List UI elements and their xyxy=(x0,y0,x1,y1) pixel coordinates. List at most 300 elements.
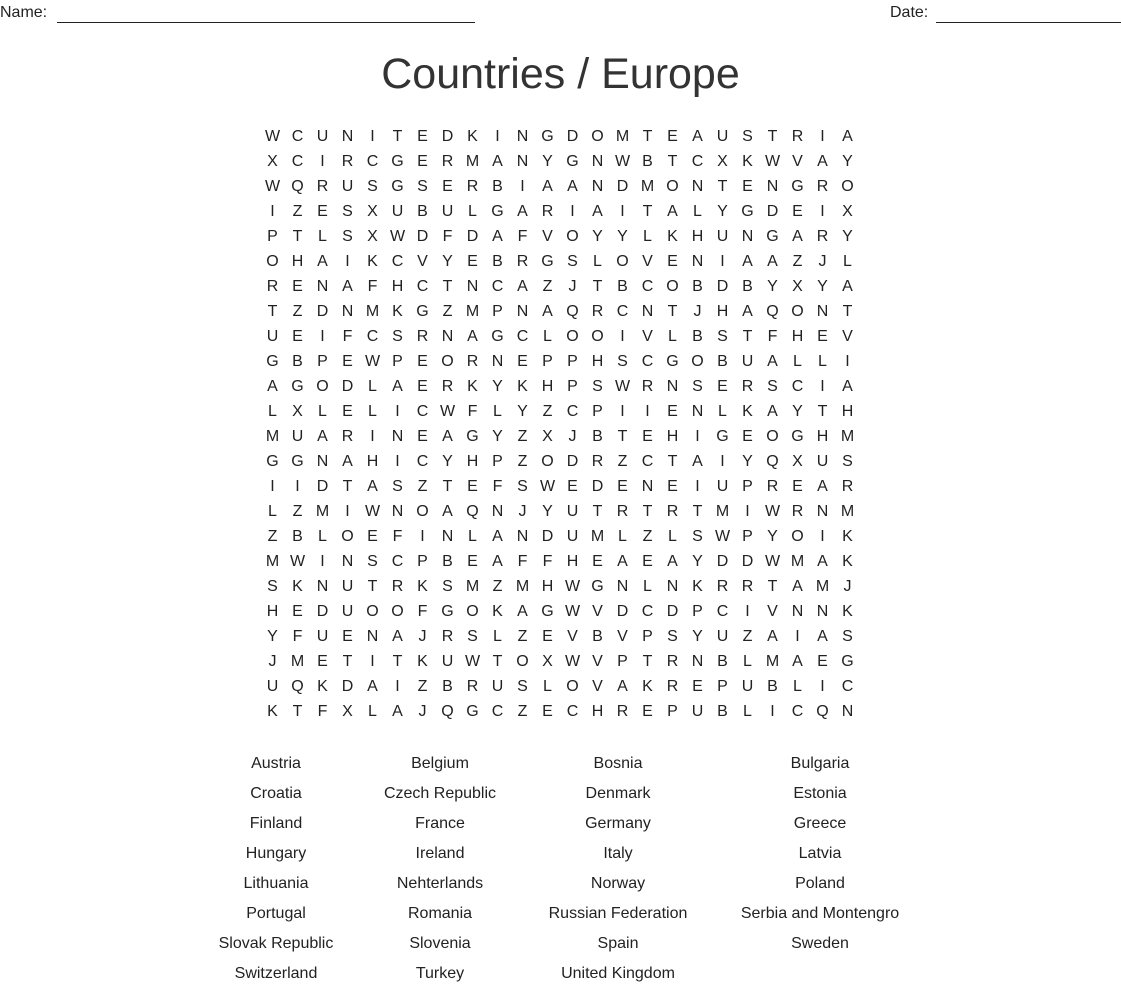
grid-row xyxy=(260,624,860,649)
grid-letter: R xyxy=(666,678,679,695)
grid-letter: I xyxy=(820,203,825,220)
grid-letter: W xyxy=(564,578,581,595)
grid-letter: I xyxy=(795,628,800,645)
grid-letter: G xyxy=(566,153,579,170)
grid-letter: N xyxy=(791,603,804,620)
grid-letter: O xyxy=(566,228,579,245)
grid-letter: L xyxy=(268,403,277,420)
grid-letter: S xyxy=(692,378,703,395)
grid-letter: A xyxy=(367,478,378,495)
grid-letter: F xyxy=(292,628,303,645)
grid-letter: A xyxy=(592,203,603,220)
grid-letter: K xyxy=(642,678,653,695)
grid-letter: T xyxy=(442,278,453,295)
grid-letter: J xyxy=(568,278,577,295)
grid-letter: D xyxy=(316,478,329,495)
word-bank-item: Norway xyxy=(590,875,646,892)
grid-letter: U xyxy=(391,203,404,220)
grid-letter: I xyxy=(370,128,375,145)
grid-row xyxy=(260,374,860,399)
grid-letter: A xyxy=(267,378,278,395)
grid-letter: I xyxy=(270,478,275,495)
grid-letter: N xyxy=(841,703,854,720)
grid-letter: Y xyxy=(442,253,453,270)
grid-letter: A xyxy=(842,128,853,145)
grid-row xyxy=(260,474,860,499)
grid-letter: F xyxy=(317,703,328,720)
grid-letter: O xyxy=(791,528,804,545)
grid-letter: E xyxy=(467,478,478,495)
grid-letter: K xyxy=(842,603,853,620)
grid-letter: K xyxy=(317,678,328,695)
grid-letter: S xyxy=(392,478,403,495)
grid-letter: N xyxy=(341,128,354,145)
word-bank-item: Sweden xyxy=(791,935,849,952)
grid-letter: D xyxy=(441,128,454,145)
grid-letter: D xyxy=(466,228,479,245)
grid-row xyxy=(260,299,860,324)
word-bank-item: Spain xyxy=(597,935,639,952)
grid-letter: J xyxy=(818,253,827,270)
grid-letter: L xyxy=(493,628,502,645)
grid-letter: A xyxy=(567,178,578,195)
grid-letter: N xyxy=(516,153,529,170)
grid-letter: V xyxy=(592,653,603,670)
grid-letter: O xyxy=(766,428,779,445)
grid-letter: S xyxy=(717,328,728,345)
grid-letter: Z xyxy=(442,303,453,320)
word-bank-item: Ireland xyxy=(415,845,465,862)
grid-letter: L xyxy=(693,203,702,220)
grid-letter: D xyxy=(616,603,629,620)
grid-letter: L xyxy=(718,403,727,420)
grid-letter: L xyxy=(843,253,852,270)
grid-letter: L xyxy=(643,578,652,595)
grid-letter: A xyxy=(617,678,628,695)
grid-letter: I xyxy=(770,703,775,720)
grid-letter: D xyxy=(741,553,754,570)
grid-letter: O xyxy=(566,328,579,345)
grid-letter: T xyxy=(492,653,503,670)
grid-letter: U xyxy=(266,678,279,695)
grid-letter: B xyxy=(717,353,728,370)
word-bank-item: United Kingdom xyxy=(561,965,675,982)
grid-letter: K xyxy=(492,603,503,620)
grid-row xyxy=(260,699,860,724)
word-search-grid xyxy=(260,124,860,724)
grid-letter: B xyxy=(692,328,703,345)
grid-row xyxy=(260,199,860,224)
grid-letter: L xyxy=(268,503,277,520)
grid-letter: A xyxy=(442,503,453,520)
word-bank-item: Denmark xyxy=(585,785,651,802)
grid-letter: D xyxy=(766,203,779,220)
grid-letter: A xyxy=(767,353,778,370)
grid-letter: D xyxy=(316,603,329,620)
grid-letter: M xyxy=(640,178,655,195)
grid-letter: N xyxy=(466,278,479,295)
grid-letter: W xyxy=(564,603,581,620)
grid-letter: E xyxy=(417,378,428,395)
grid-letter: A xyxy=(492,528,503,545)
grid-letter: N xyxy=(316,453,329,470)
grid-letter: P xyxy=(567,353,578,370)
grid-letter: R xyxy=(316,178,329,195)
grid-letter: M xyxy=(615,128,630,145)
grid-letter: Y xyxy=(442,453,453,470)
grid-letter: K xyxy=(292,578,303,595)
grid-letter: T xyxy=(342,478,353,495)
word-bank-item: Poland xyxy=(795,875,845,892)
grid-letter: T xyxy=(842,303,853,320)
grid-letter: O xyxy=(266,253,279,270)
grid-letter: U xyxy=(316,128,329,145)
grid-letter: R xyxy=(441,628,454,645)
grid-letter: O xyxy=(616,253,629,270)
grid-letter: P xyxy=(742,528,753,545)
grid-letter: R xyxy=(741,578,754,595)
grid-letter: C xyxy=(791,703,804,720)
grid-letter: H xyxy=(591,353,604,370)
grid-letter: G xyxy=(391,153,404,170)
grid-letter: V xyxy=(642,253,653,270)
grid-letter: M xyxy=(815,578,830,595)
grid-letter: E xyxy=(667,128,678,145)
grid-letter: A xyxy=(692,128,703,145)
word-bank-item: Serbia and Montengro xyxy=(740,905,900,922)
grid-letter: R xyxy=(666,653,679,670)
grid-letter: A xyxy=(492,228,503,245)
grid-letter: N xyxy=(691,403,704,420)
grid-letter: Y xyxy=(842,228,853,245)
grid-letter: E xyxy=(342,403,353,420)
grid-letter: U xyxy=(341,178,354,195)
grid-letter: S xyxy=(267,578,278,595)
grid-letter: S xyxy=(767,378,778,395)
grid-letter: A xyxy=(367,678,378,695)
grid-letter: I xyxy=(320,553,325,570)
grid-letter: I xyxy=(820,678,825,695)
grid-letter: Y xyxy=(542,153,553,170)
grid-letter: Z xyxy=(517,428,528,445)
grid-row xyxy=(260,649,860,674)
grid-letter: W xyxy=(539,478,556,495)
grid-letter: U xyxy=(741,353,754,370)
grid-row xyxy=(260,324,860,349)
grid-letter: C xyxy=(291,128,304,145)
grid-letter: R xyxy=(341,153,354,170)
grid-letter: E xyxy=(292,328,303,345)
grid-letter: G xyxy=(766,228,779,245)
grid-letter: N xyxy=(641,478,654,495)
grid-letter: I xyxy=(745,503,750,520)
grid-letter: F xyxy=(517,228,528,245)
grid-letter: L xyxy=(493,403,502,420)
grid-letter: Z xyxy=(292,203,303,220)
grid-letter: G xyxy=(466,703,479,720)
grid-letter: N xyxy=(516,128,529,145)
grid-letter: M xyxy=(465,303,480,320)
grid-letter: V xyxy=(842,328,853,345)
grid-letter: X xyxy=(542,428,553,445)
grid-letter: D xyxy=(341,678,354,695)
grid-letter: U xyxy=(341,603,354,620)
grid-letter: B xyxy=(442,553,453,570)
grid-letter: P xyxy=(717,678,728,695)
grid-letter: E xyxy=(292,603,303,620)
grid-letter: Q xyxy=(291,178,304,195)
grid-letter: H xyxy=(291,253,304,270)
grid-letter: S xyxy=(742,128,753,145)
grid-letter: A xyxy=(342,453,353,470)
grid-letter: Z xyxy=(642,528,653,545)
grid-letter: L xyxy=(318,528,327,545)
grid-letter: Z xyxy=(492,578,503,595)
grid-letter: L xyxy=(368,703,377,720)
grid-letter: N xyxy=(391,428,404,445)
word-bank-item: Nehterlands xyxy=(396,875,484,892)
grid-letter: I xyxy=(745,603,750,620)
grid-letter: W xyxy=(614,153,631,170)
grid-letter: G xyxy=(791,178,804,195)
grid-letter: Q xyxy=(766,453,779,470)
name-label: Name: xyxy=(0,4,48,21)
grid-letter: E xyxy=(317,653,328,670)
grid-letter: L xyxy=(543,678,552,695)
grid-letter: A xyxy=(392,703,403,720)
grid-letter: R xyxy=(841,478,854,495)
grid-letter: S xyxy=(592,378,603,395)
grid-letter: N xyxy=(691,253,704,270)
grid-letter: T xyxy=(642,503,653,520)
grid-letter: W xyxy=(764,153,781,170)
grid-letter: D xyxy=(541,528,554,545)
grid-letter: P xyxy=(692,603,703,620)
grid-letter: R xyxy=(816,228,829,245)
grid-letter: O xyxy=(466,603,479,620)
grid-letter: C xyxy=(491,703,504,720)
grid-row xyxy=(260,424,860,449)
grid-letter: U xyxy=(716,478,729,495)
grid-letter: R xyxy=(341,428,354,445)
grid-letter: E xyxy=(417,128,428,145)
grid-letter: E xyxy=(542,628,553,645)
grid-row xyxy=(260,349,860,374)
grid-letter: G xyxy=(291,453,304,470)
grid-letter: K xyxy=(517,378,528,395)
grid-letter: N xyxy=(516,528,529,545)
grid-letter: T xyxy=(292,228,303,245)
word-bank-item: Belgium xyxy=(411,755,469,772)
grid-letter: F xyxy=(442,228,453,245)
grid-letter: V xyxy=(417,253,428,270)
grid-row xyxy=(260,549,860,574)
grid-letter: A xyxy=(517,203,528,220)
grid-letter: K xyxy=(692,578,703,595)
grid-letter: F xyxy=(542,553,553,570)
grid-letter: I xyxy=(720,253,725,270)
grid-letter: M xyxy=(715,503,730,520)
grid-letter: C xyxy=(641,353,654,370)
grid-letter: C xyxy=(291,153,304,170)
grid-letter: F xyxy=(492,478,503,495)
grid-letter: I xyxy=(420,528,425,545)
grid-letter: E xyxy=(667,403,678,420)
grid-letter: U xyxy=(691,703,704,720)
grid-letter: D xyxy=(416,228,429,245)
grid-letter: S xyxy=(417,178,428,195)
grid-letter: W xyxy=(464,653,481,670)
grid-letter: L xyxy=(318,228,327,245)
grid-letter: K xyxy=(742,403,753,420)
grid-letter: A xyxy=(492,153,503,170)
word-bank-item: France xyxy=(415,815,465,832)
grid-letter: W xyxy=(564,653,581,670)
grid-letter: J xyxy=(518,503,527,520)
grid-letter: G xyxy=(541,603,554,620)
grid-letter: A xyxy=(817,478,828,495)
grid-letter: R xyxy=(791,503,804,520)
grid-row xyxy=(260,249,860,274)
grid-letter: G xyxy=(491,203,504,220)
grid-letter: M xyxy=(465,153,480,170)
grid-letter: O xyxy=(341,528,354,545)
grid-letter: B xyxy=(767,678,778,695)
grid-letter: V xyxy=(642,328,653,345)
grid-letter: Z xyxy=(517,703,528,720)
grid-letter: I xyxy=(620,403,625,420)
grid-letter: W xyxy=(439,403,456,420)
grid-letter: T xyxy=(692,503,703,520)
grid-letter: N xyxy=(816,603,829,620)
grid-letter: K xyxy=(467,378,478,395)
grid-letter: G xyxy=(466,428,479,445)
grid-letter: E xyxy=(442,178,453,195)
grid-letter: P xyxy=(617,653,628,670)
grid-letter: Z xyxy=(292,503,303,520)
grid-letter: X xyxy=(292,403,303,420)
grid-letter: I xyxy=(395,403,400,420)
grid-letter: Z xyxy=(417,678,428,695)
grid-letter: K xyxy=(392,303,403,320)
grid-letter: A xyxy=(742,253,753,270)
grid-letter: X xyxy=(367,203,378,220)
grid-letter: M xyxy=(265,553,280,570)
grid-letter: M xyxy=(590,528,605,545)
grid-letter: M xyxy=(265,428,280,445)
grid-letter: P xyxy=(592,403,603,420)
grid-letter: Q xyxy=(441,703,454,720)
grid-letter: R xyxy=(616,703,629,720)
grid-letter: H xyxy=(716,303,729,320)
grid-letter: A xyxy=(517,278,528,295)
grid-letter: Y xyxy=(767,528,778,545)
grid-letter: O xyxy=(566,678,579,695)
grid-letter: U xyxy=(816,453,829,470)
grid-letter: I xyxy=(845,353,850,370)
grid-letter: N xyxy=(616,578,629,595)
grid-letter: A xyxy=(792,578,803,595)
grid-letter: U xyxy=(441,653,454,670)
word-bank-item: Czech Republic xyxy=(383,785,497,802)
grid-letter: O xyxy=(666,178,679,195)
grid-letter: W xyxy=(289,553,306,570)
grid-letter: B xyxy=(692,278,703,295)
grid-letter: K xyxy=(667,228,678,245)
grid-letter: C xyxy=(841,678,854,695)
grid-letter: B xyxy=(642,153,653,170)
grid-letter: F xyxy=(392,528,403,545)
word-bank-item: Bulgaria xyxy=(790,755,850,772)
grid-letter: O xyxy=(391,603,404,620)
grid-letter: R xyxy=(641,378,654,395)
grid-letter: Y xyxy=(517,403,528,420)
grid-letter: H xyxy=(391,278,404,295)
grid-letter: I xyxy=(270,203,275,220)
grid-letter: A xyxy=(767,403,778,420)
grid-letter: T xyxy=(617,428,628,445)
grid-letter: Z xyxy=(292,303,303,320)
grid-letter: M xyxy=(840,428,855,445)
grid-letter: C xyxy=(416,453,429,470)
grid-letter: E xyxy=(667,478,678,495)
grid-letter: K xyxy=(417,653,428,670)
grid-letter: P xyxy=(317,353,328,370)
grid-letter: S xyxy=(617,353,628,370)
grid-letter: P xyxy=(567,378,578,395)
grid-letter: N xyxy=(491,353,504,370)
grid-letter: I xyxy=(320,153,325,170)
grid-letter: I xyxy=(495,128,500,145)
grid-letter: R xyxy=(666,503,679,520)
grid-letter: S xyxy=(842,628,853,645)
grid-letter: L xyxy=(743,703,752,720)
grid-letter: Y xyxy=(692,553,703,570)
grid-letter: M xyxy=(790,553,805,570)
grid-letter: S xyxy=(842,453,853,470)
grid-letter: P xyxy=(267,228,278,245)
grid-letter: W xyxy=(764,553,781,570)
grid-letter: L xyxy=(743,653,752,670)
grid-letter: A xyxy=(742,303,753,320)
grid-letter: A xyxy=(692,453,703,470)
grid-letter: I xyxy=(370,428,375,445)
grid-letter: E xyxy=(342,628,353,645)
grid-letter: I xyxy=(820,128,825,145)
grid-letter: E xyxy=(292,278,303,295)
grid-letter: V xyxy=(617,628,628,645)
page-title: Countries / Europe xyxy=(381,50,740,98)
grid-letter: T xyxy=(642,203,653,220)
grid-letter: B xyxy=(292,528,303,545)
grid-letter: C xyxy=(366,153,379,170)
grid-letter: C xyxy=(516,328,529,345)
grid-letter: I xyxy=(620,328,625,345)
grid-letter: I xyxy=(370,653,375,670)
grid-letter: A xyxy=(617,553,628,570)
grid-letter: M xyxy=(365,303,380,320)
grid-letter: B xyxy=(592,428,603,445)
word-bank-item: Hungary xyxy=(245,845,307,862)
grid-letter: T xyxy=(642,128,653,145)
grid-letter: L xyxy=(818,353,827,370)
grid-letter: I xyxy=(570,203,575,220)
grid-letter: V xyxy=(592,603,603,620)
grid-letter: F xyxy=(467,403,478,420)
grid-letter: W xyxy=(364,503,381,520)
grid-letter: S xyxy=(517,678,528,695)
grid-letter: R xyxy=(591,453,604,470)
